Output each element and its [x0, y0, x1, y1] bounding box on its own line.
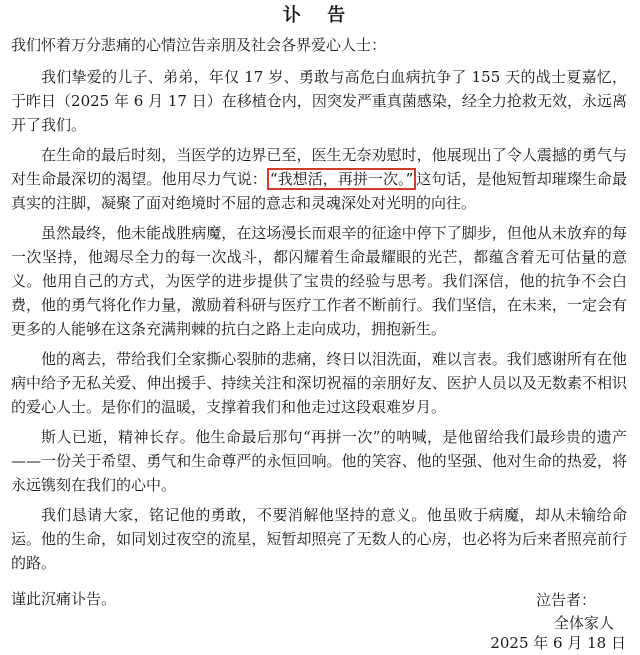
- paragraph-6: 我们恳请大家，铭记他的勇敢，不要消解他坚持的意义。他虽败于病魔，却从未输给命运。他的生命，如同划过夜空的流星，短暂却照亮了无数人的心房，也必将为后来者照亮前行的路。: [11, 506, 627, 572]
- paragraph-1: 我们挚爱的儿子、弟弟，年仅 17 岁、勇敢与高危白血病抗争了 155 天的战士夏嘉忆，于昨日（2025 年 6 月 17 日）在移植仓内，因突发严重真菌感染，经全力抢救无效，永远离开了我们。: [11, 68, 627, 134]
- paragraph-2-after-quote: 这句话，是他短暂却璀璨生命最真实的注脚，凝聚了面对绝境时不屈的意志和灵魂深处对光明的向往。: [11, 170, 627, 212]
- paragraph-2: [11, 143, 627, 215]
- signature-date: 2025 年 6 月 18 日: [490, 634, 626, 652]
- paragraph-2-before-quote: 在生命的最后时刻，当医学的边界已至，医生无奈劝慰时，他展现出了令人震撼的勇气与对生命最深切的渴望。他用尽力气说：: [11, 146, 627, 188]
- paragraph-4: 他的离去，带给我们全家撕心裂肺的悲痛，终日以泪洗面，难以言表。我们感谢所有在他病中给予无私关爱、伸出援手、持续关注和深切祝福的亲朋好友、医护人员以及无数素不相识的爱心人士。是你们的温暖，支撑着我们和他走过这段艰难岁月。: [11, 350, 627, 416]
- signature-label: 泣告者：: [535, 591, 596, 609]
- closing-line: 谨此沉痛讣告。: [11, 590, 117, 608]
- document-title: 讣 告: [282, 5, 356, 26]
- highlighted-quote: “我想活，再拼一次。”: [267, 168, 416, 190]
- paragraph-3: 虽然最终，他未能战胜病魔，在这场漫长而艰辛的征途中停下了脚步，但他从未放弃的每一次坚持，他竭尽全力的每一次战斗，都闪耀着生命最耀眼的光芒，都蕴含着无可估量的意义。他用自己的方式，为医学的进步提供了宝贵的经验与思考。我们深信，他的抗争不会白费，他的勇气将化作力量，激励着科研与医疗工作者不断前行。我们坚信，在未来，一定会有更多的人能够在这条充满荆棘的抗白之路上走向成功，拥抱新生。: [11, 224, 627, 338]
- signature-name: 全体家人: [553, 614, 614, 632]
- paragraph-5: 斯人已逝，精神长存。他生命最后那句“再拼一次”的呐喊，是他留给我们最珍贵的遗产——一份关于希望、勇气和生命尊严的永恒回响。他的笑容、他的坚强、他对生命的热爱，将永远镌刻在我们的心中。: [11, 428, 627, 494]
- salutation: 我们怀着万分悲痛的心情泣告亲朋及社会各界爱心人士：: [11, 36, 387, 54]
